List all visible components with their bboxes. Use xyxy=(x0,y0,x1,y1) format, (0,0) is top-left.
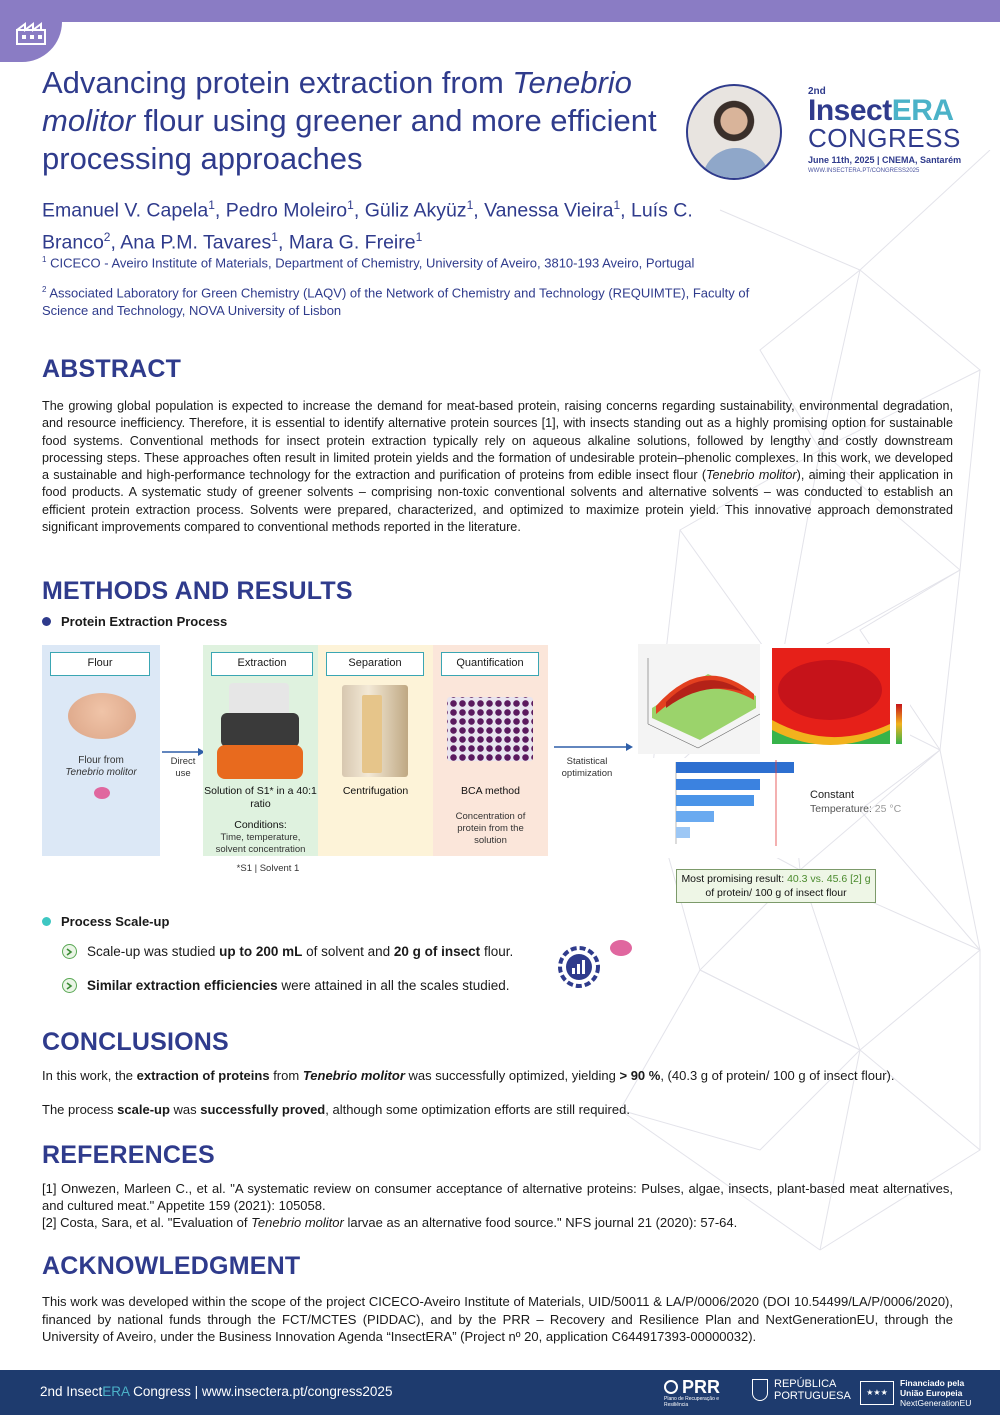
insectera-congress-logo: 2nd InsectERA CONGRESS June 11th, 2025 | CNEMA, Santarém WWW.INSECTERA.PT/CONGRESS2025 xyxy=(808,86,962,174)
extraction-label: Extraction xyxy=(211,652,313,676)
conclusions-text-2: The process scale-up was successfully proved, although some optimization efforts are still required. xyxy=(42,1102,630,1117)
constant-temperature: Temperature: 25 °C xyxy=(810,803,902,815)
top-bar xyxy=(0,0,1000,22)
direct-use-label: Direct use xyxy=(170,756,196,779)
factory-icon xyxy=(0,0,62,62)
insect-icon xyxy=(610,940,632,956)
republica-portuguesa-logo: REPÚBLICA PORTUGUESA xyxy=(752,1378,851,1402)
acknowledgment-heading: ACKNOWLEDGMENT xyxy=(42,1252,301,1280)
conditions-text: Time, temperature, solvent concentration xyxy=(215,832,306,855)
affiliation-1: $^1$ CICECO - Aveiro Institute of Materials, Department of Chemistry, University of Aveiro, 3810-193 Aveiro, Portugal xyxy=(42,255,695,271)
reference-1: [1] Onwezen, Marleen C., et al. "A systematic review on consumer acceptance of alternative proteins: Pulses, algae, insects, plant-based meat alternatives, and cultured meat." Appetite 159 (2021): 105058. xyxy=(42,1181,953,1214)
references-heading: REFERENCES xyxy=(42,1141,215,1169)
separation-label: Separation xyxy=(326,652,424,676)
extraction-device-image xyxy=(217,683,303,783)
poster-title: Advancing protein extraction from Tenebrio molitor flour using greener and more efficient processing approaches xyxy=(42,65,657,176)
footer-text: 2nd InsectERA Congress | www.insectera.pt/congress2025 xyxy=(40,1384,393,1399)
quantification-label: Quantification xyxy=(441,652,539,676)
conclusions-heading: CONCLUSIONS xyxy=(42,1028,229,1056)
mealworm-icon xyxy=(94,787,110,799)
centrifuge-tube-image xyxy=(342,685,408,777)
most-promising-result: Most promising result: 40.3 vs. 45.6 [2] g of protein/ 100 g of insect flour xyxy=(676,869,876,903)
gear-chart-icon xyxy=(554,942,604,992)
abstract-heading: ABSTRACT xyxy=(42,355,182,383)
affiliation-2: $^2$ Associated Laboratory for Green Chemistry (LAQV) of the Network of Chemistry and Technology (REQUIMTE), Faculty of Science and Technology, NOVA University of Lisbon xyxy=(42,285,750,319)
footer-bar xyxy=(0,1370,1000,1415)
arrow-right-icon xyxy=(160,748,206,756)
flour-caption: Flour from Tenebrio molitor xyxy=(65,755,137,778)
process-scaleup-subheading: Process Scale-up xyxy=(42,914,169,929)
extraction-caption: Solution of S1* in a 40:1 ratio xyxy=(204,785,317,810)
quantification-caption: BCA method xyxy=(461,785,520,797)
flour-label: Flour xyxy=(50,652,150,676)
scaleup-point-2: Similar extraction efficiencies were attained in all the scales studied. xyxy=(62,978,509,993)
chevron-right-icon xyxy=(62,944,77,959)
quantification-subcaption: Concentration of protein from the solution xyxy=(455,811,526,846)
coat-of-arms-icon xyxy=(752,1379,768,1401)
author-photo xyxy=(686,84,782,180)
prr-logo: PRR Plano de Recuperação e Resiliência xyxy=(664,1377,721,1408)
separation-panel xyxy=(318,645,433,856)
methods-heading: METHODS AND RESULTS xyxy=(42,577,353,605)
author-list: Emanuel V. Capela$^1$, Pedro Moleiro$^1$, Güliz Akyüz$^1$, Vanessa Vieira$^1$, Luís C. Branco$^2$, Ana P.M. Tavares$^1$, Mara G. Freire$^1$ xyxy=(42,198,693,253)
scaleup-point-1: Scale-up was studied up to 200 mL of solvent and 20 g of insect flour. xyxy=(62,944,513,959)
conditions-title: Conditions: xyxy=(234,819,287,831)
solvent-footnote: *S1 | Solvent 1 xyxy=(236,863,300,874)
chevron-right-icon xyxy=(62,978,77,993)
response-surface-plot-image xyxy=(638,644,766,754)
quantification-panel xyxy=(433,645,548,856)
pareto-chart-image xyxy=(638,758,810,858)
acknowledgment-text: This work was developed within the scope of the project CICECO-Aveiro Institute of Materials, UID/50011 & LA/P/0006/2020 (DOI 10.54499/LA/P/0006/2020), financed by national funds through the FCT/MCTES (PIDDAC), and by the PRR – Recovery and Resilience Plan and NextGenerationEU, through the University of Aveiro, under the Business Innovation Agenda “InsectERA” (Project nº 20, application C644917393-00000032). xyxy=(42,1294,953,1344)
eu-funding-logo: ★★★ Financiado pela União Europeia NextGenerationEU xyxy=(860,1378,971,1408)
reference-2: [2] Costa, Sara, et al. "Evaluation of Tenebrio molitor larvae as an alternative food source." NFS journal 21 (2020): 57-64. xyxy=(42,1215,738,1230)
separation-caption: Centrifugation xyxy=(342,785,409,797)
flour-pile-image xyxy=(68,693,136,739)
extraction-panel xyxy=(203,645,318,856)
conclusions-text-1: In this work, the extraction of proteins from Tenebrio molitor was successfully optimized, yielding > 90 %, (40.3 g of protein/ 100 g of insect flour). xyxy=(42,1068,895,1083)
statistical-optimization-label: Statistical optimization xyxy=(561,756,613,779)
flour-panel xyxy=(42,645,160,856)
abstract-text: The growing global population is expected to increase the demand for meat-based protein, raising concerns regarding sustainability, environmental degradation, and resource inefficiency. Therefore, it is essential to identify alternative protein sources [1], with insects standing out as a highly promising option for sustainable food systems. Conventional methods for insect protein extraction typically rely on aqueous alkaline solutions, followed by lengthy and costly downstream processing steps. These approaches often result in limited protein yields and the formation of undesirable protein–phenolic complexes. In this work, we developed a sustainable and high-performance technology for the extraction and purification of proteins from edible insect flour (Tenebrio molitor), aiming their application in food products. A systematic study of greener solvents – comprising non-toxic conventional solvents and alternative solvents – was conducted to establish an efficient protein extraction process. Solvents were prepared, characterized, and optimized to maximize protein yield. This innovative approach demonstrated significant improvements compared to conventional methods reported in the literature. xyxy=(42,399,953,535)
protein-extraction-subheading: Protein Extraction Process xyxy=(42,614,227,629)
eu-flag-icon: ★★★ xyxy=(860,1381,894,1405)
microplate-image xyxy=(447,697,533,761)
contour-heatmap-image xyxy=(760,644,910,762)
constant-title: Constant xyxy=(810,789,855,801)
arrow-right-icon xyxy=(552,743,634,751)
